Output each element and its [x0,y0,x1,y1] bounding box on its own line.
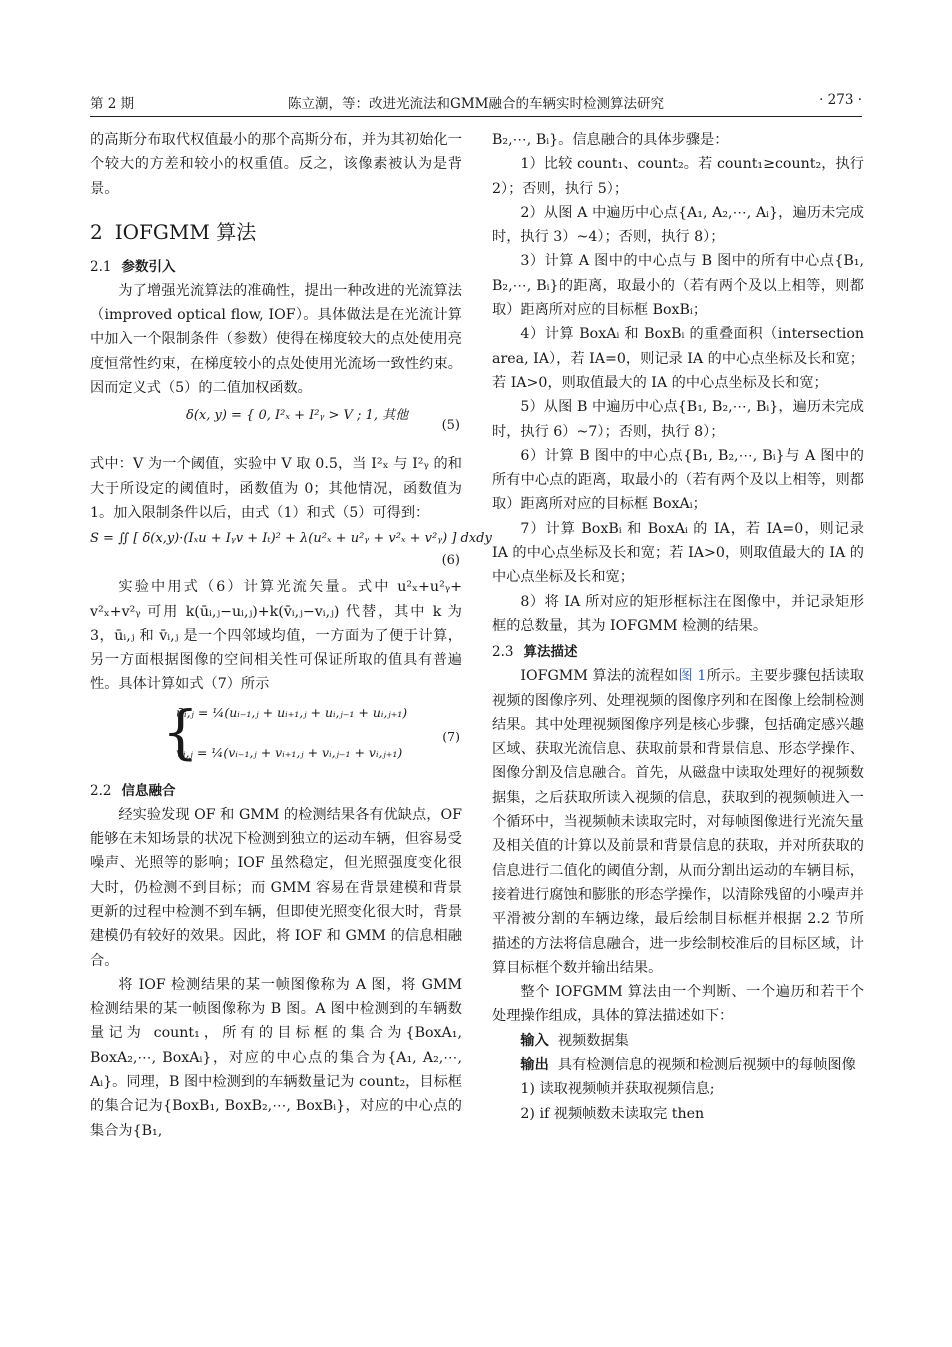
algorithm-line-2: 2) if 视频帧数未读取完 then [520,1105,705,1122]
algorithm-output [492,1053,864,1077]
fusion-step-7: 7）计算 BoxBᵢ 和 BoxAᵢ 的 IA，若 IA=0，则记录 IA 的中心点坐标及长和宽；若 IA>0，则取值最大的 IA 的中心点坐标及长和宽； [492,520,864,586]
section-2-heading [90,217,462,247]
fusion-step-1: 1）比较 count₁、count₂。若 count₁≥count₂，执行 2）；否则，执行 5）； [492,156,864,197]
subsection-number: 2.3 [492,644,514,661]
equation-7-row-1: ūᵢ,ⱼ = ¼(uᵢ₋₁,ⱼ + uᵢ₊₁,ⱼ + uᵢ,ⱼ₋₁ + uᵢ,ⱼ₊₁) [176,704,408,720]
section-2-2-heading [90,779,462,803]
fusion-step-8: 8）将 IA 所对应的矩形框标注在图像中，并记录矩形框的总数量，其为 IOFGMM 检测的结果。 [492,593,864,634]
subsection-number: 2.1 [90,258,112,275]
running-header [90,92,862,114]
algorithm-line-1: 1) 读取视频帧并获取视频信息; [520,1081,715,1098]
equation-6-number: (6) [441,553,460,569]
paragraph-after-eq5: 式中：V 为一个阈值，实验中 V 取 0.5，当 I²ₓ 与 I²ᵧ 的和大于所设定的阈值时，函数值为 0；其他情况，函数值为 1。加入限制条件以后，由式（1）和式（5）可得到： [90,456,462,521]
continued-paragraph: 的高斯分布取代权值最小的那个高斯分布，并为其初始化一个较大的方差和较小的权重值。反之，该像素被认为是背景。 [90,132,462,197]
figure-1-link[interactable]: 图 1 [678,668,707,685]
subsection-number: 2.2 [90,782,112,799]
equation-6 [90,525,492,575]
equation-5-body: δ(x, y) = { 0, I²ₓ + I²ᵧ > V ; 1, 其他 [186,408,409,424]
paragraph-2-3-a [492,664,864,980]
paragraph-2-2-b: 将 IOF 检测结果的某一帧图像称为 A 图，将 GMM 检测结果的某一帧图像称为 B 图。A 图中检测到的车辆数量记为 count₁，所有的目标框的集合为{BoxA₁, BoxA₂,⋯, BoxAᵢ}，对应的中心点的集合为{A₁, A₂,⋯, Aᵢ}。同理，B 图中检测到的车辆数量记为 count₂，目标框的集合记为{BoxB₁, BoxB₂,⋯, BoxBᵢ}，对应的中心点的集合为{B₁, [90,976,462,1139]
output-label: 输出 [520,1056,549,1073]
issue-number: 第 2 期 [90,96,135,112]
equation-7 [90,697,462,777]
equation-5 [90,400,462,452]
paragraph-after-eq6: 实验中用式（6）计算光流矢量。式中 u²ₓ+u²ᵧ+ v²ₓ+v²ᵧ 可用 k(ūᵢ,ⱼ−uᵢ,ⱼ)+k(v̄ᵢ,ⱼ−vᵢ,ⱼ) 代替，其中 k 为 3，ūᵢ,ⱼ 和 v̄ᵢ,ⱼ 是一个四邻域均值，一方面为了便于计算，另一方面根据图像的空间相关性可保证所取的值具有普遍性。具体计算如式（7）所示 [90,579,462,693]
fusion-step-6: 6）计算 B 图中的中心点{B₁, B₂,⋯, Bᵢ}与 A 图中的所有中心点的距离，取最小的（若有两个及以上相等，则都取）距离所对应的目标框 BoxAᵢ； [492,447,864,513]
brace-glyph: { [162,697,199,766]
fusion-step-2: 2）从图 A 中遍历中心点{A₁, A₂,⋯, Aᵢ}，遍历未完成时，执行 3）~4）；否则，执行 8）； [492,204,864,246]
input-label: 输入 [520,1032,549,1049]
header-rule [90,116,862,117]
subsection-title: 信息融合 [121,782,176,799]
paragraph-2-3-b: 整个 IOFGMM 算法由一个判断、一个遍历和若干个处理操作组成，具体的算法描述如下： [492,984,864,1025]
section-2-3-heading [492,640,864,664]
subsection-title: 算法描述 [523,644,578,661]
equation-7-row-2: v̄ᵢ,ⱼ = ¼(vᵢ₋₁,ⱼ + vᵢ₊₁,ⱼ + vᵢ,ⱼ₋₁ + vᵢ,ⱼ₊₁) [176,744,403,760]
equation-6-body: S = ∬ [ δ(x,y)·(Iₓu + Iᵧv + Iₜ)² + λ(u²ₓ + u²ᵧ + v²ₓ + v²ᵧ) ] dxdy [90,531,492,547]
paragraph-2-2-a: 经实验发现 OF 和 GMM 的检测结果各有优缺点，OF 能够在未知场景的状况下检测到独立的运动车辆，但容易受噪声、光照等的影响；IOF 虽然稳定，但光照强度变化很大时，仍检测不到目标；而 GMM 容易在背景建模和背景更新的过程中检测不到车辆，但即使光照变化很大时，背景建模仍有较好的效果。因此，将 IOF 和 GMM 的信息相融合。 [90,806,462,969]
text-run: IOFGMM 算法的流程如 [520,668,679,685]
fusion-step-4: 4）计算 BoxAᵢ 和 BoxBᵢ 的重叠面积（intersection area, IA），若 IA=0，则记录 IA 的中心点坐标及长和宽；若 IA>0，则取值最大的 IA 的中心点坐标及长和宽； [492,326,864,391]
equation-5-number: (5) [441,418,460,434]
section-2-1-heading [90,255,462,279]
fusion-step-5: 5）从图 B 中遍历中心点{B₁, B₂,⋯, Bᵢ}，遍历未完成时，执行 6）~7）；否则，执行 8）； [492,399,864,440]
fusion-step-3: 3）计算 A 图中的中心点与 B 图中的所有中心点{B₁, B₂,⋯, Bᵢ}的距离，取最小的（若有两个及以上相等，则都取）距离所对应的目标框 BoxBᵢ； [492,253,864,319]
section-number: 2 [90,219,103,244]
left-column [90,128,492,1143]
paragraph-2-1: 为了增强光流算法的准确性，提出一种改进的光流算法（improved optical flow, IOF）。具体做法是在光流计算中加入一个限制条件（参数）使得在梯度较大的点处使用亮度恒常性约束，在梯度较小的点处使用光流场一致性约束。因而定义式（5）的二值加权函数。 [90,282,462,397]
running-title: 陈立潮，等：改进光流法和GMM融合的车辆实时检测算法研究 [288,96,664,112]
text-run: 所示。主要步骤包括读取视频的图像序列、处理视频的图像序列和在图像上绘制检测结果。其中处理视频图像序列是核心步骤，包括确定感兴趣区域、获取光流信息、获取前景和背景信息、形态学操作、图像分割及信息融合。首先，从磁盘中读取处理好的视频数据集，之后获取所读入视频的信息，获取到的视频帧进入一个循环中，当视频帧未读取完时，对每帧图像进行光流矢量及相关值的计算以及前景和背景信息的获取，并对所获取的信息进行二值化的阈值分割，从而分割出运动的车辆目标，接着进行腐蚀和膨胀的形态学操作，以清除残留的小噪声并平滑被分割的车辆边缘，最后绘制目标框并根据 2.2 节所描述的方法将信息融合，进一步绘制校准后的目标区域，计算目标框个数并输出结果。 [492,668,864,976]
right-column [492,128,864,1126]
equation-7-number: (7) [442,728,460,744]
output-text: 具有检测信息的视频和检测后视频中的每帧图像 [557,1056,856,1073]
page-number: · 273 · [819,92,862,108]
continued-paragraph: B₂,⋯, Bᵢ}。信息融合的具体步骤是： [492,132,729,148]
subsection-title: 参数引入 [121,258,176,275]
algorithm-input [492,1029,864,1053]
section-title: IOFGMM 算法 [114,219,257,244]
input-text: 视频数据集 [557,1032,629,1049]
